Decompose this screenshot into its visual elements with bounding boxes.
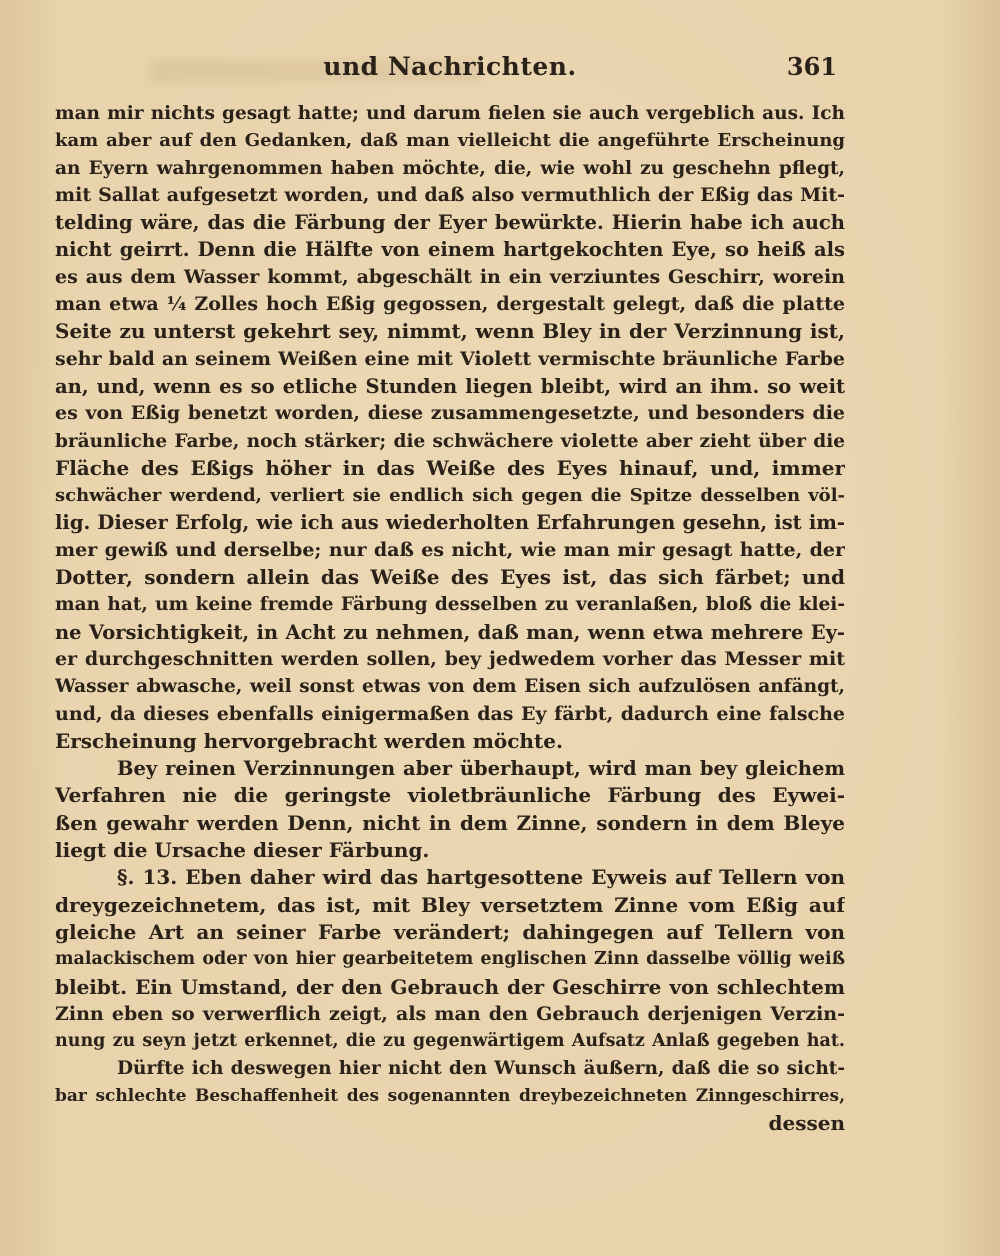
page-header: [55, 52, 845, 86]
body-text: [55, 100, 845, 1137]
text-line: an Eyern wahrgenommen haben möchte, die, wie wohl zu geschehn pflegt,: [55, 157, 845, 179]
text-line: Wasser abwasche, weil sonst etwas von dem Eisen sich aufzulösen anfängt,: [55, 676, 845, 698]
text-line: Verfahren nie die geringste violetbräunliche Färbung des Eywei-: [55, 783, 845, 808]
text-line: es aus dem Wasser kommt, abgeschält in ein verziuntes Geschirr, worein: [55, 265, 845, 288]
text-line: sehr bald an seinem Weißen eine mit Violett vermischte bräunliche Farbe: [55, 347, 845, 370]
running-title: und Nachrichten.: [323, 52, 577, 81]
text-line: schwächer werdend, verliert sie endlich sich gegen die Spitze desselben völ-: [55, 485, 845, 507]
text-line: mit Sallat aufgesetzt worden, und daß also vermuthlich der Eßig das Mit-: [55, 183, 845, 206]
text-line: und, da dieses ebenfalls einigermaßen das Ey färbt, dadurch eine falsche: [55, 702, 845, 725]
text-line: liegt die Ursache dieser Färbung.: [55, 838, 430, 863]
text-line: mer gewiß und derselbe; nur daß es nicht, wie man mir gesagt hatte, der: [55, 538, 845, 561]
text-line: Dürfte ich deswegen hier nicht den Wunsch äußern, daß die so sicht-: [117, 1058, 845, 1080]
text-line: Fläche des Eßigs höher in das Weiße des Eyes hinauf, und, immer: [55, 455, 845, 480]
text-line: dreygezeichnetem, das ist, mit Bley versetztem Zinne vom Eßig auf: [55, 892, 845, 917]
text-line: Bey reinen Verzinnungen aber überhaupt, wird man bey gleichem: [117, 757, 845, 781]
text-line: lig. Dieser Erfolg, wie ich aus wiederholten Erfahrungen gesehn, ist im-: [55, 511, 845, 535]
catchword: dessen: [768, 1110, 845, 1135]
text-line: telding wäre, das die Färbung der Eyer bewürkte. Hierin habe ich auch: [55, 211, 845, 235]
text-line: er durchgeschnitten werden sollen, bey jedwedem vorher das Messer mit: [55, 647, 845, 670]
text-line: kam aber auf den Gedanken, daß man vielleicht die angeführte Erscheinung: [55, 130, 845, 152]
text-line: Dotter, sondern allein das Weiße des Eyes ist, das sich färbet; und: [55, 565, 845, 590]
text-line: Seite zu unterst gekehrt sey, nimmt, wenn Bley in der Verzinnung ist,: [55, 319, 845, 344]
text-line: malackischem oder von hier gearbeitetem englischen Zinn dasselbe völlig weiß: [55, 949, 845, 970]
text-line: bräunliche Farbe, noch stärker; die schwächere violette aber zieht über die: [55, 430, 845, 452]
text-line: es von Eßig benetzt worden, diese zusammengesetzte, und besonders die: [55, 402, 845, 425]
text-line: Erscheinung hervorgebracht werden möchte.: [55, 728, 563, 753]
text-line: ne Vorsichtigkeit, in Acht zu nehmen, daß man, wenn etwa mehrere Ey-: [55, 620, 845, 644]
text-line: nicht geirrt. Denn die Hälfte von einem hartgekochten Eye, so heiß als: [55, 238, 845, 262]
page-number: 361: [786, 52, 837, 81]
text-line: bar schlechte Beschaffenheit des sogenannten dreybezeichneten Zinngeschirres,: [55, 1085, 845, 1106]
text-line: §. 13. Eben daher wird das hartgesottene Eyweis auf Tellern von: [117, 865, 845, 890]
text-line: man etwa ¼ Zolles hoch Eßig gegossen, dergestalt gelegt, daß die platte: [55, 293, 845, 316]
text-line: an, und, wenn es so etliche Stunden liegen bleibt, wird an ihm. so weit: [55, 374, 845, 398]
text-line: man hat, um keine fremde Färbung desselben zu veranlaßen, bloß die klei-: [55, 594, 845, 616]
text-line: ßen gewahr werden Denn, nicht in dem Zinne, sondern in dem Bleye: [55, 810, 845, 835]
text-line: nung zu seyn jetzt erkennet, die zu gegenwärtigem Aufsatz Anlaß gegeben hat.: [55, 1031, 845, 1052]
text-line: Zinn eben so verwerflich zeigt, als man den Gebrauch derjenigen Verzin-: [55, 1002, 845, 1025]
text-line: gleiche Art an seiner Farbe verändert; dahingegen auf Tellern von: [55, 919, 845, 944]
text-line: bleibt. Ein Umstand, der den Gebrauch der Geschirre von schlechtem: [55, 974, 845, 999]
text-line: man mir nichts gesagt hatte; und darum fielen sie auch vergeblich aus. Ich: [55, 103, 845, 124]
